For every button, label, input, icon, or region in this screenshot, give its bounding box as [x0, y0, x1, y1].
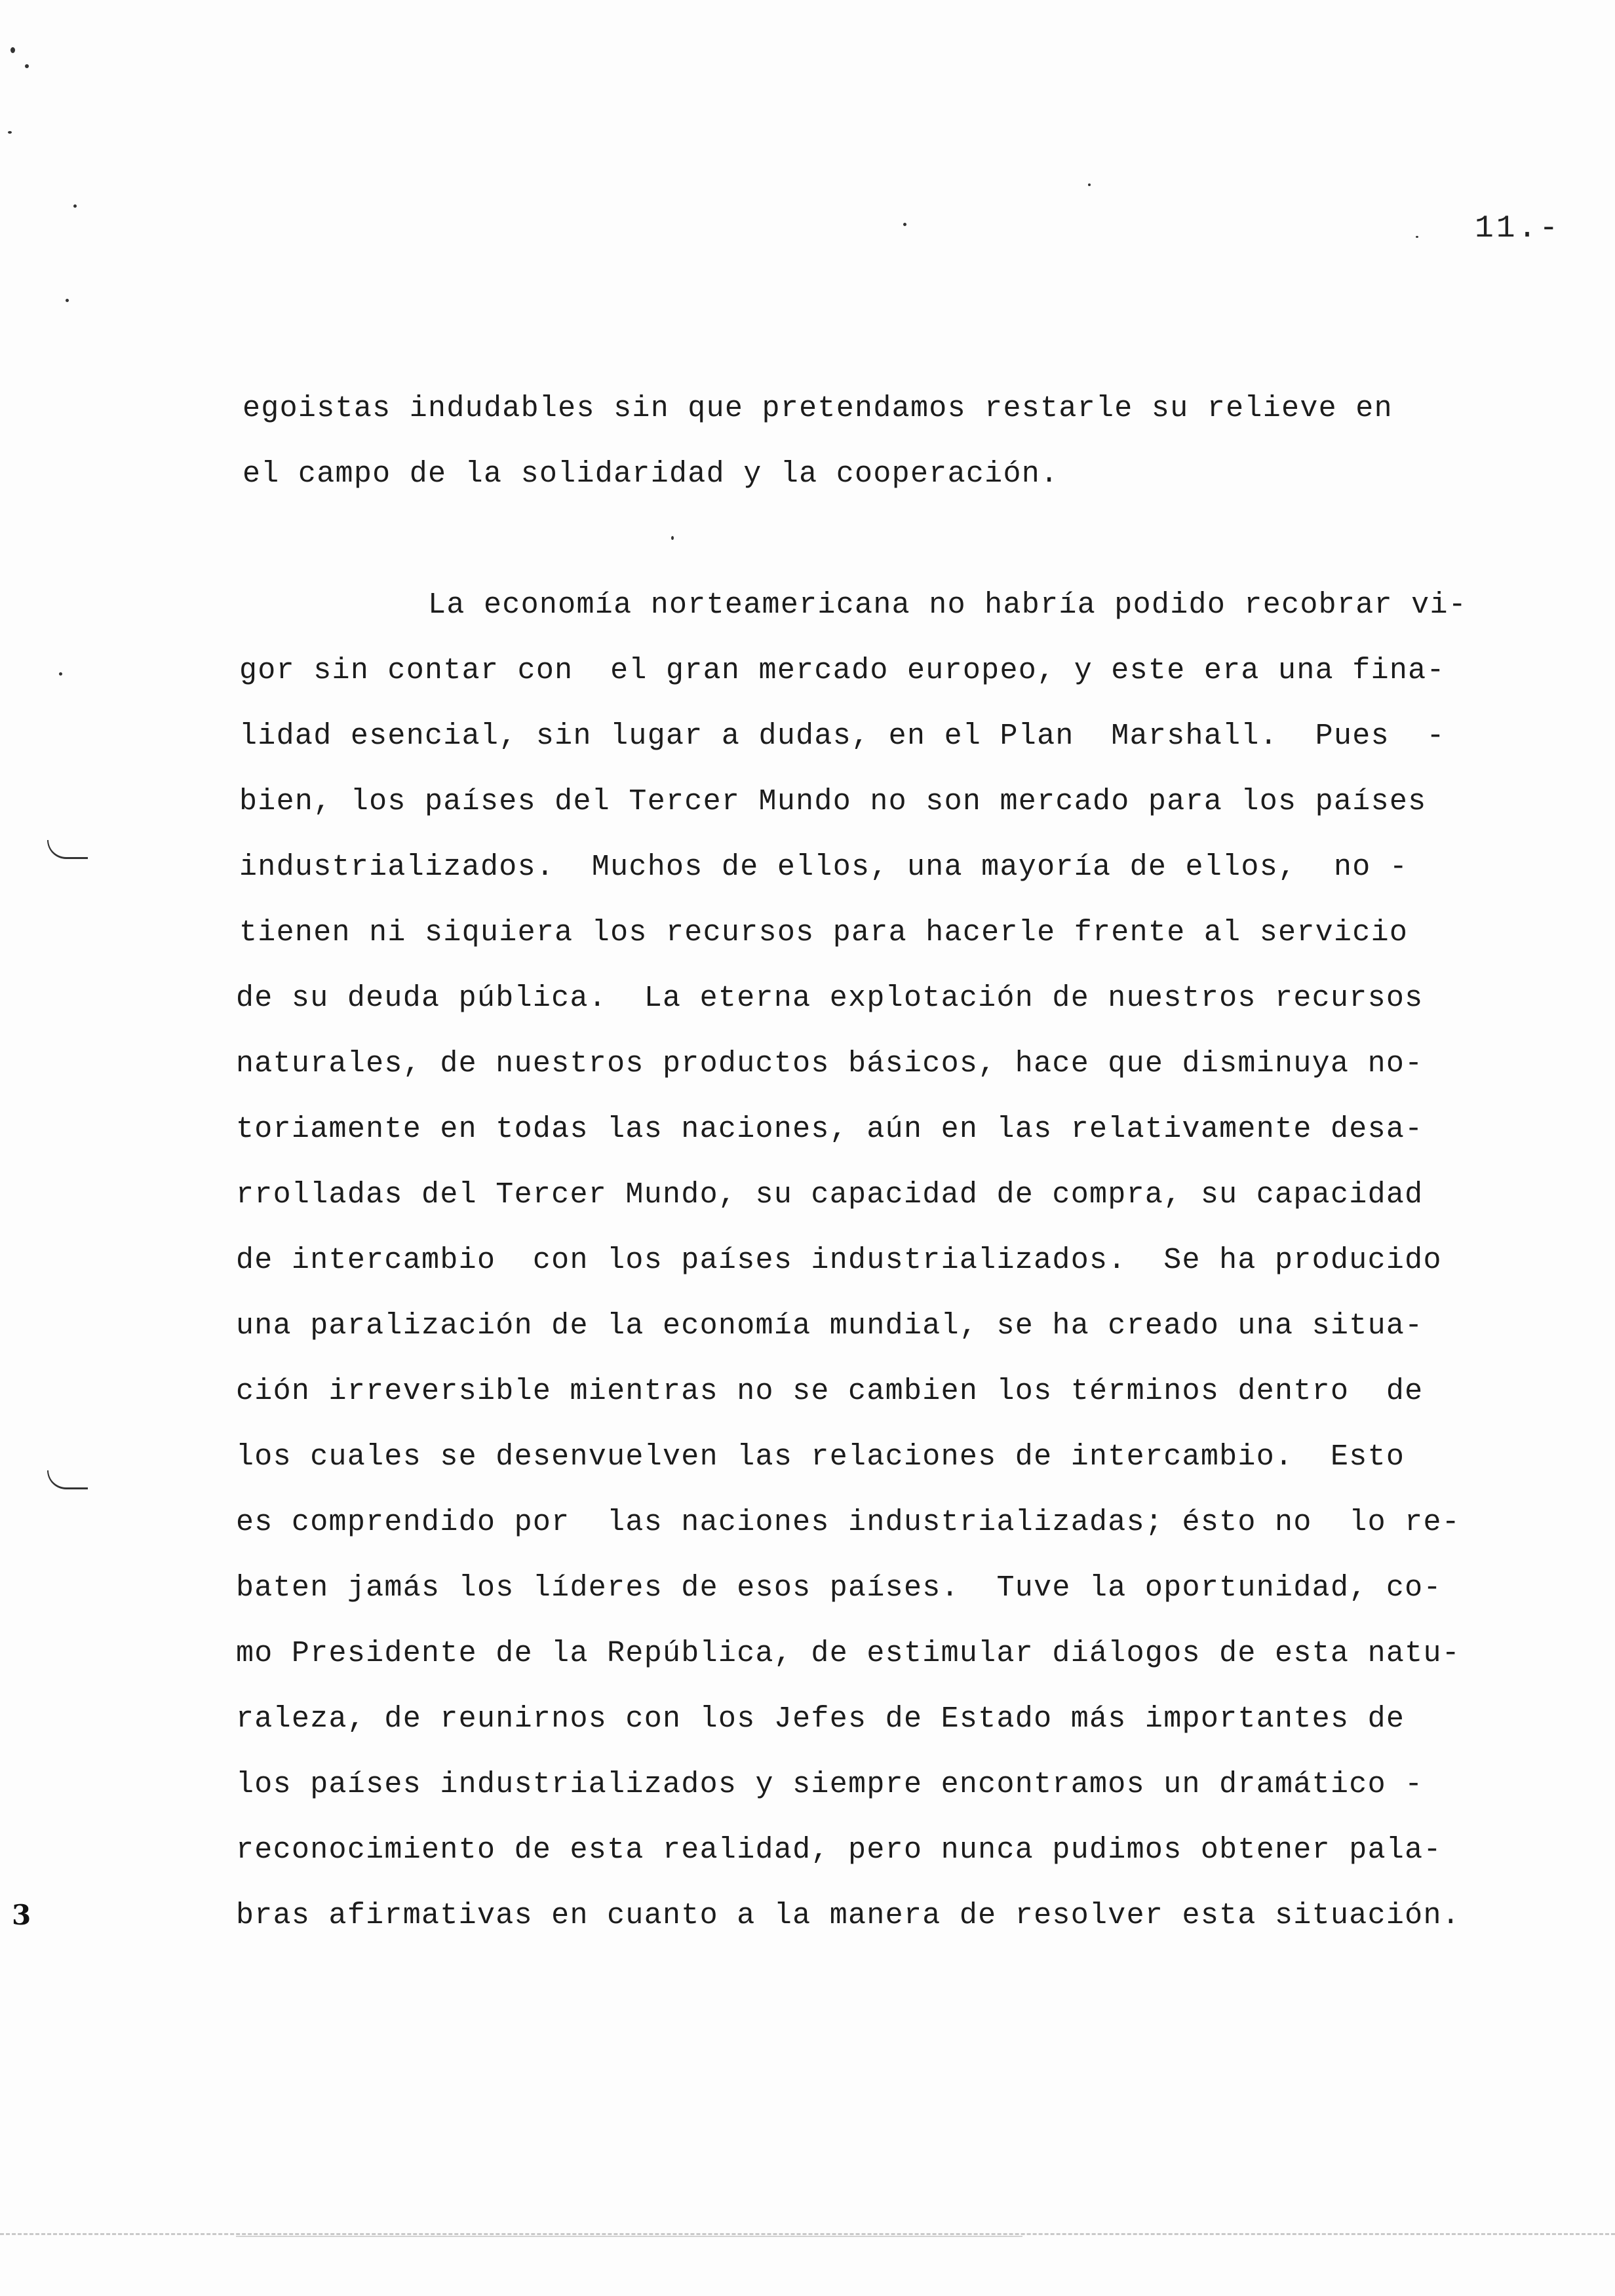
text-line: tienen ni siquiera los recursos para hacerle frente al servicio	[239, 916, 1409, 949]
text-line: el campo de la solidaridad y la cooperación.	[243, 457, 1059, 491]
text-line: raleza, de reunirnos con los Jefes de Estado más importantes de	[236, 1702, 1405, 1736]
text-line: gor sin contar con el gran mercado europeo, y este era una fina-	[239, 654, 1445, 687]
text-line: los cuales se desenvuelven las relaciones de intercambio. Esto	[236, 1440, 1405, 1474]
text-line: ción irreversible mientras no se cambien los términos dentro de	[236, 1375, 1424, 1408]
text-line: toriamente en todas las naciones, aún en las relativamente desa-	[236, 1113, 1424, 1146]
scan-speck	[1088, 183, 1091, 186]
text-line: bras afirmativas en cuanto a la manera de resolver esta situación.	[236, 1899, 1461, 1932]
scan-speck	[8, 131, 12, 134]
text-line: mo Presidente de la República, de estimular diálogos de esta natu-	[236, 1637, 1461, 1670]
text-line: lidad esencial, sin lugar a dudas, en el Plan Marshall. Pues -	[239, 719, 1445, 753]
text-line: bien, los países del Tercer Mundo no son mercado para los países	[239, 785, 1427, 818]
margin-bracket-mark	[47, 840, 88, 859]
text-line: es comprendido por las naciones industrializadas; ésto no lo re-	[236, 1506, 1461, 1539]
text-line: de intercambio con los países industrializados. Se ha producido	[236, 1244, 1442, 1277]
scan-speck	[66, 299, 69, 302]
page-number: 11.-	[1475, 211, 1561, 246]
text-line: industrializados. Muchos de ellos, una mayoría de ellos, no -	[239, 851, 1409, 884]
scan-speck	[1416, 236, 1418, 238]
margin-bracket-mark	[47, 1470, 88, 1489]
scan-edge-artifact	[236, 2236, 1022, 2237]
text-line: reconocimiento de esta realidad, pero nunca pudimos obtener pala-	[236, 1833, 1442, 1867]
scan-speck	[903, 223, 906, 226]
text-line: La economía norteamericana no habría podido recobrar vi-	[243, 588, 1468, 622]
text-line: naturales, de nuestros productos básicos, hace que disminuya no-	[236, 1047, 1424, 1081]
scan-speck	[25, 64, 29, 68]
text-line: una paralización de la economía mundial, se ha creado una situa-	[236, 1309, 1424, 1343]
text-line: baten jamás los líderes de esos países. Tuve la oportunidad, co-	[236, 1571, 1442, 1605]
scan-speck	[671, 536, 674, 540]
scan-edge-artifact	[0, 2233, 1615, 2235]
text-line: egoistas indudables sin que pretendamos restarle su relieve en	[243, 392, 1393, 425]
text-line: de su deuda pública. La eterna explotación de nuestros recursos	[236, 982, 1424, 1015]
margin-glyph: 3	[12, 1899, 31, 1931]
text-line: los países industrializados y siempre encontramos un dramático -	[236, 1768, 1424, 1801]
scan-speck	[59, 672, 62, 676]
text-line: rrolladas del Tercer Mundo, su capacidad de compra, su capacidad	[236, 1178, 1424, 1212]
scan-speck	[10, 47, 15, 53]
scan-speck	[73, 204, 77, 208]
